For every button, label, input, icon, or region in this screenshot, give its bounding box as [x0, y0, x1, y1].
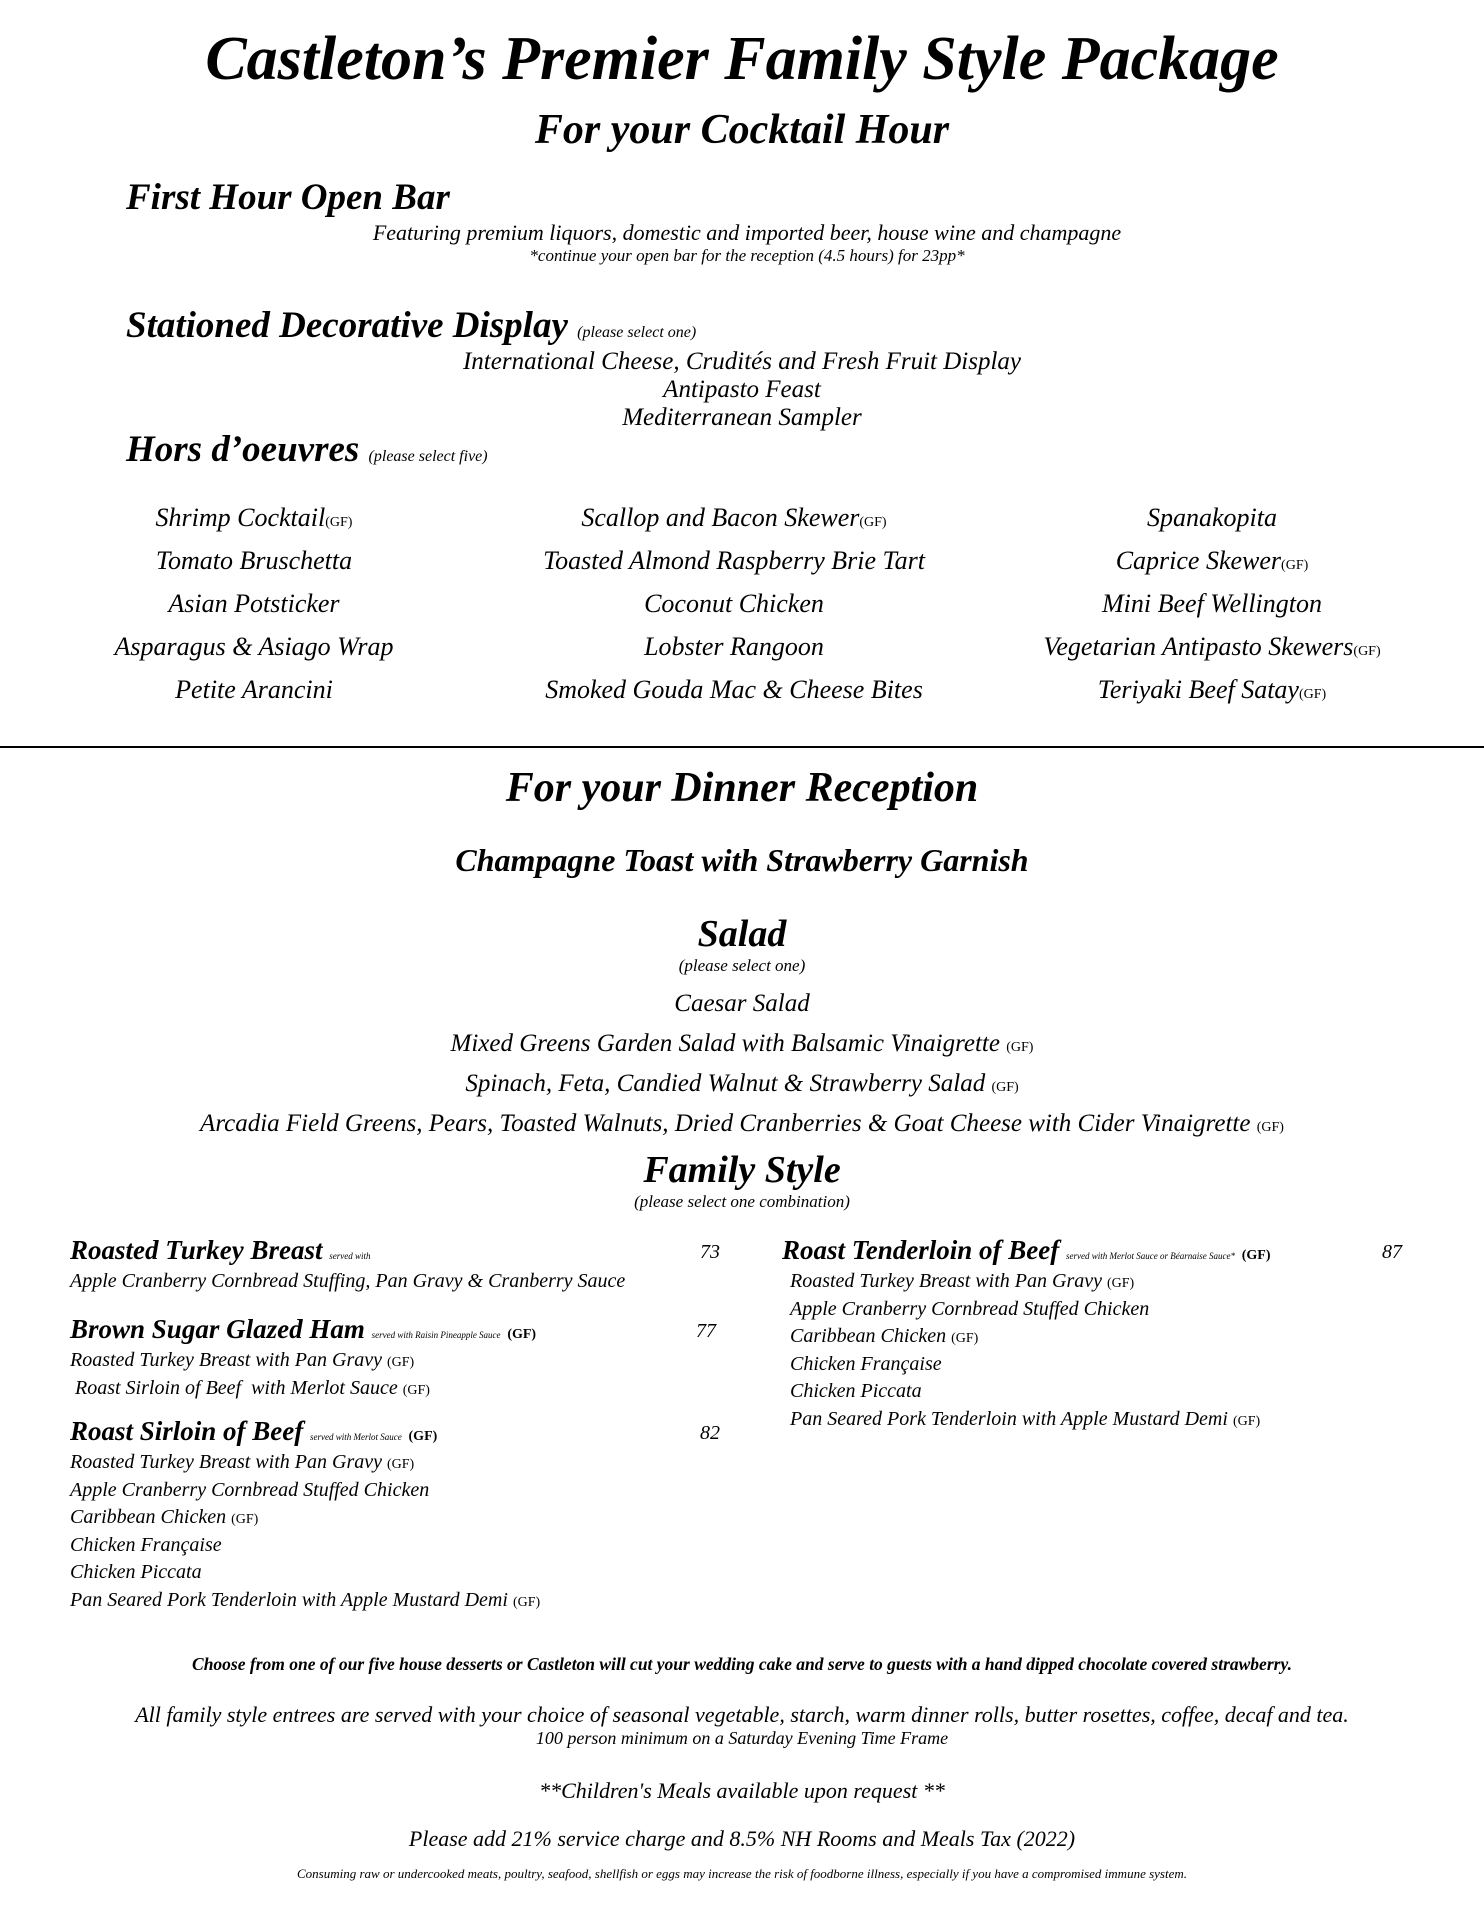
- display-item: Mediterranean Sampler: [622, 404, 862, 431]
- cocktail-heading: For your Cocktail Hour: [534, 107, 950, 153]
- open-bar-title: First Hour Open Bar: [126, 177, 450, 218]
- entree-line: Roast Sirloin of Beef with Merlot Sauce (GF): [70, 1376, 430, 1399]
- entree-price: 87: [1382, 1241, 1402, 1263]
- display-list: [0, 348, 1484, 432]
- disclaimer: Consuming raw or undercooked meats, poultry, seafood, shellfish or eggs may increase the risk of foodborne illness, especially if you have a compromised immune system.: [296, 1866, 1188, 1881]
- page-title: Castleton’s Premier Family Style Package: [205, 25, 1279, 93]
- list-item: Scallop and Bacon Skewer(GF): [581, 503, 887, 532]
- entree-line: Chicken Française: [70, 1533, 222, 1556]
- entree-turkey: [70, 1232, 730, 1296]
- service-charge-note: Please add 21% service charge and 8.5% NH Rooms and Meals Tax (2022): [408, 1826, 1076, 1851]
- entree-line: Chicken Piccata: [70, 1561, 202, 1583]
- children-note: **Children's Meals available upon request **: [539, 1778, 945, 1803]
- entree-price: 73: [700, 1241, 720, 1263]
- display-title: Stationed Decorative Display: [126, 305, 568, 346]
- list-item: Arcadia Field Greens, Pears, Toasted Walnuts, Dried Cranberries & Goat Cheese with Cider Vinaigrette (GF): [200, 1110, 1284, 1137]
- entree-line: Chicken Piccata: [790, 1380, 922, 1402]
- entree-header: Brown Sugar Glazed Ham served with Raisin Pineapple Sauce (GF) 77: [70, 1311, 730, 1347]
- hors-heading: [126, 428, 488, 471]
- entree-header: Roasted Turkey Breast served with 73: [70, 1232, 730, 1268]
- entree-line: Caribbean Chicken (GF): [70, 1506, 259, 1528]
- list-item: Asian Potsticker: [168, 589, 340, 618]
- hors-column-3: [982, 496, 1442, 711]
- family-style-instruction: (please select one combination): [634, 1192, 850, 1211]
- entree-sirloin: [70, 1413, 730, 1614]
- entree-ham: [70, 1311, 730, 1402]
- entree-line: Roasted Turkey Breast with Pan Gravy (GF): [70, 1349, 415, 1371]
- list-item: Toasted Almond Raspberry Brie Tart: [543, 546, 925, 575]
- display-heading: [126, 304, 696, 347]
- family-style-title: Family Style: [643, 1149, 841, 1191]
- display-item: Antipasto Feast: [663, 376, 821, 403]
- list-item: Coconut Chicken: [644, 589, 824, 618]
- salad-instruction: (please select one): [678, 956, 806, 975]
- list-item: Mixed Greens Garden Salad with Balsamic Vinaigrette (GF): [450, 1030, 1034, 1057]
- list-item: Caesar Salad: [674, 990, 810, 1017]
- entree-line: Roasted Turkey Breast with Pan Gravy (GF): [70, 1451, 415, 1473]
- hors-column-2: [504, 496, 964, 711]
- entree-header: Roast Sirloin of Beef served with Merlot Sauce (GF) 82: [70, 1413, 730, 1449]
- entree-line: Apple Cranberry Cornbread Stuffing, Pan Gravy & Cranberry Sauce: [70, 1270, 626, 1292]
- dessert-note: Choose from one of our five house desserts or Castleton will cut your wedding cake and serve to guests with a hand dipped chocolate covered strawberry.: [192, 1654, 1292, 1674]
- salad-title: Salad: [697, 913, 787, 955]
- salad-list: [0, 986, 1484, 1146]
- display-instruction: (please select one): [577, 324, 697, 341]
- entree-line: Apple Cranberry Cornbread Stuffed Chicken: [790, 1297, 1150, 1320]
- list-item: Teriyaki Beef Satay(GF): [1097, 675, 1327, 704]
- minimum-note: 100 person minimum on a Saturday Evening Time Frame: [535, 1728, 949, 1748]
- entree-line: Pan Seared Pork Tenderloin with Apple Mustard Demi (GF): [70, 1588, 541, 1611]
- entree-line: Pan Seared Pork Tenderloin with Apple Mustard Demi (GF): [790, 1407, 1261, 1430]
- list-item: Spanakopita: [1147, 503, 1277, 532]
- entree-line: Roasted Turkey Breast with Pan Gravy (GF): [790, 1270, 1135, 1292]
- list-item: Smoked Gouda Mac & Cheese Bites: [545, 675, 923, 704]
- hors-title: Hors d’oeuvres: [126, 429, 360, 470]
- list-item: Mini Beef Wellington: [1102, 589, 1322, 618]
- list-item: Caprice Skewer(GF): [1115, 546, 1309, 575]
- entree-price: 82: [700, 1422, 720, 1444]
- open-bar-description: Featuring premium liquors, domestic and imported beer, house wine and champagne: [372, 220, 1122, 245]
- list-item: Lobster Rangoon: [644, 632, 824, 661]
- entree-price: 77: [696, 1320, 716, 1342]
- entree-tenderloin: [782, 1232, 1462, 1433]
- section-divider: [0, 746, 1484, 748]
- list-item: Petite Arancini: [175, 675, 333, 704]
- entree-line: Chicken Française: [790, 1352, 942, 1375]
- open-bar-note: *continue your open bar for the reception (4.5 hours) for 23pp*: [529, 246, 965, 265]
- list-item: Shrimp Cocktail(GF): [155, 503, 353, 532]
- entree-header: Roast Tenderloin of Beef served with Merlot Sauce or Béarnaise Sauce* (GF) 87: [782, 1232, 1462, 1268]
- entree-line: Caribbean Chicken (GF): [790, 1325, 979, 1347]
- hors-instruction: (please select five): [368, 448, 488, 465]
- dinner-heading: For your Dinner Reception: [505, 765, 979, 811]
- entrees-note: All family style entrees are served with your choice of seasonal vegetable, starch, warm dinner rolls, butter rosettes, coffee, decaf and tea.: [135, 1702, 1349, 1727]
- champagne-toast: Champagne Toast with Strawberry Garnish: [455, 842, 1029, 878]
- list-item: Spinach, Feta, Candied Walnut & Strawberry Salad (GF): [465, 1070, 1019, 1097]
- hors-column-1: [24, 496, 484, 711]
- entree-line: Apple Cranberry Cornbread Stuffed Chicken: [70, 1478, 430, 1501]
- list-item: Tomato Bruschetta: [155, 546, 353, 575]
- list-item: Asparagus & Asiago Wrap: [114, 632, 394, 661]
- display-item: International Cheese, Crudités and Fresh Fruit Display: [462, 348, 1022, 375]
- list-item: Vegetarian Antipasto Skewers(GF): [1043, 632, 1381, 661]
